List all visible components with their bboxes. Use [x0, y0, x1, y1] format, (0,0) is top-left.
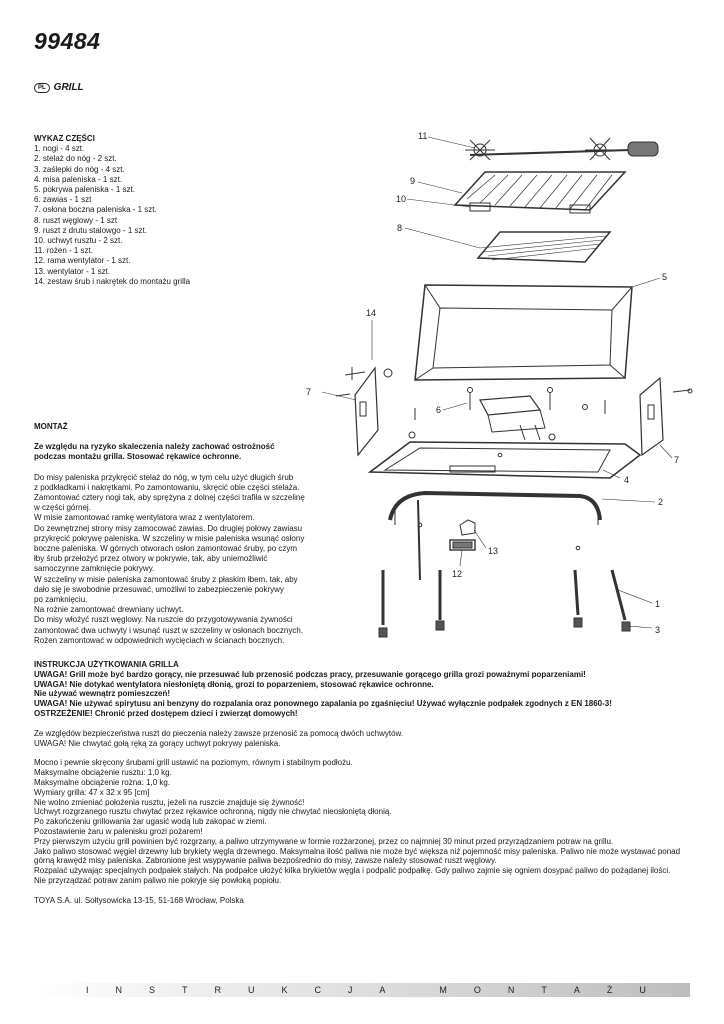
parts-item: 7. osłona boczna paleniska - 1 szt. [34, 205, 157, 215]
usage-spec-line: Nie przyrządzać potraw zanim paliwo nie pokryje się powłoką popiołu. [34, 875, 282, 885]
assembly-title: MONTAŻ [34, 422, 68, 431]
company-address: TOYA S.A. ul. Sołtysowicka 13-15, 51-168 Wrocław, Polska [34, 895, 244, 905]
parts-list [34, 134, 234, 287]
diagram-label: 13 [488, 546, 499, 556]
diagram-label: 6 [436, 405, 442, 415]
leg-frame [390, 493, 600, 580]
usage-spec-line: Nie wolno zmieniać położenia rusztu, jeżeli na ruszcie znajduje się żywność! [34, 797, 305, 807]
ventilator [460, 520, 475, 535]
footer-letter: C [314, 985, 321, 995]
usage-spec-line: górną krawędź misy paleniska. Zabronione jest wsypywanie paliwa bezpośrednio do misy, zawsze należy stosować ruszt węglowy. [34, 856, 497, 866]
diagram-label: 9 [410, 176, 416, 186]
footer-letter: T [541, 985, 547, 995]
parts-item: 6. zawias - 1 szt [34, 195, 92, 205]
parts-item: 12. rama wentylator - 1 szt. [34, 256, 131, 266]
assembly-warning [34, 442, 324, 462]
usage-warning-line: UWAGA! Nie używać spirytusu ani benzyny do rozpalania oraz ponownego zapalania po zgaśnięciu! Używać wyłącznie podpałek zgodnych z EN 1860-3! [34, 699, 612, 709]
parts-item: 13. wentylator - 1 szt. [34, 266, 111, 276]
footer-letter: A [379, 985, 386, 995]
usage-handling-line: Ze względów bezpieczeństwa ruszt do pieczenia należy zawsze przenosić za pomocą dwóch uchwytów. [34, 728, 404, 738]
assembly-line: Na rożnie zamontować drewniany uchwyt. [34, 605, 184, 615]
assembly-line: Do zewnętrznej strony misy zamocować zawias. Do drugiej połowy zawiasu [34, 523, 303, 533]
diagram-label: 10 [396, 194, 407, 204]
diagram-label: 11 [418, 131, 428, 141]
parts-item: 3. zaślepki do nóg - 4 szt. [34, 164, 125, 174]
fire-bowl [365, 440, 724, 478]
footer-letter: K [281, 985, 288, 995]
usage-warning-line: Nie używać wewnątrz pomieszczeń! [34, 689, 171, 699]
diagram-label: 14 [366, 308, 377, 318]
usage-spec-line: Rozpalać używając specjalnych podpałek stałych. Na podpałce ułożyć kilka brykietów węgla i podpalić podpałkę. Gdy paliwo zajmie się ogniem dosypać paliwo do pożądanej ilości. [34, 866, 671, 876]
assembly-line: W szczeliny w misie paleniska zamontować śruby z płaskim łbem, tak, aby [34, 574, 298, 584]
assembly-line: Do misy włożyć ruszt węglowy. Na ruszcie do przygotowywania żywności [34, 615, 293, 625]
assembly-warning-line: podczas montażu grilla. Stosować rękawice ochronne. [34, 452, 242, 462]
usage-spec-line: Jako paliwo stosować węgiel drzewny lub brykiety węgla drzewnego. Maksymalna ilość paliwa nie może być większa niż pojemność misy paleniska. Paliwo nie może wystawać ponad [34, 846, 681, 856]
diagram-label: 1 [655, 599, 661, 609]
diagram-label: 8 [397, 223, 403, 233]
assembly-line: z podkładkami i nakrętkami. Po zamontowaniu, skręcić obie części stelaża. [34, 482, 300, 492]
footer-letter: J [347, 985, 353, 995]
assembly-warning-line: Ze względu na ryzyko skaleczenia należy zachować ostrożność [34, 442, 275, 452]
usage-spec-line: Uchwyt rozgrzanego rusztu chwytać przez rękawice ochronną, nigdy nie chwytać nieosłoniętą dłonią. [34, 807, 392, 817]
assembly-line: Do misy paleniska przykręcić stelaż do nóg, w tym celu użyć długich śrub [34, 472, 294, 482]
rotisserie-spit [465, 138, 658, 160]
usage-spec-line: Po zakończeniu grillowania żar ugasić wodą lub zakopać w ziemi. [34, 817, 267, 827]
usage-title: INSTRUKCJA UŻYTKOWANIA GRILLA [34, 660, 179, 669]
usage-specs [34, 758, 704, 885]
cooking-grate [455, 172, 625, 213]
vent-frame [450, 540, 475, 550]
footer-letter: U [247, 985, 255, 995]
side-shield-left [336, 368, 378, 455]
parts-item: 9. ruszt z drutu stalowgo - 1 szt. [34, 225, 147, 235]
charcoal-grate [478, 232, 610, 262]
usage-spec-line: Wymiary grilla: 47 x 32 x 95 [cm] [34, 787, 150, 797]
footer-letter: U [639, 985, 646, 995]
parts-item: 2. stelaż do nóg - 2 szt. [34, 154, 117, 164]
parts-items [34, 144, 234, 287]
usage-warning-line: UWAGA! Nie dotykać wentylatora niesłoniętą dłonią, grozi to poparzeniem, stosować rękawice ochronne. [34, 679, 434, 689]
footer-text [86, 983, 646, 997]
usage-spec-line: Pozostawienie żaru w palenisku grozi pożarem! [34, 826, 203, 836]
usage-warning-line: OSTRZEŻENIE! Chronić przed dostępem dzieci i zwierząt domowych! [34, 708, 298, 718]
side-shield-right [640, 378, 692, 455]
footer-letter: M [439, 985, 447, 995]
footer-letter: A [573, 985, 580, 995]
assembly-line: boczne paleniska. W górnych otworach osłon zamontować śruby, po czym [34, 544, 298, 554]
usage-handling [34, 729, 704, 749]
usage-warning-line: UWAGA! Grill może być bardzo gorący, nie przesuwać lub przenosić podczas pracy, przesuwanie gorącego grilla grozi poważnymi poparzeniami! [34, 669, 586, 679]
assembly-line: zamontować dwa uchwyty i wsunąć ruszt w szczeliny w osłonach bocznych. [34, 625, 303, 635]
parts-title: WYKAZ CZĘŚCI [34, 134, 95, 143]
parts-item: 4. misa paleniska - 1 szt. [34, 174, 123, 184]
assembly-line: w części górnej. [34, 503, 91, 513]
footer-letter: Ż [606, 985, 613, 995]
diagram-label: 3 [655, 625, 661, 635]
usage-spec-line: Maksymalne obciążenie rożna: 1,0 kg. [34, 777, 171, 787]
language-badge: PL [34, 83, 50, 93]
diagram-label: 12 [452, 569, 463, 579]
usage-handling-line: UWAGA! Nie chwytać gołą ręką za gorący uchwyt pokrywy paleniska. [34, 738, 281, 748]
assembly-line: Zamontować cztery nogi tak, aby sprężyna z dolnej części trafiła w szczelinę [34, 493, 305, 503]
diagram-label: 5 [662, 272, 668, 282]
footer-letter: S [148, 985, 155, 995]
parts-item: 1. nogi - 4 szt. [34, 144, 85, 154]
assembly-line: dało się je swobodnie przesuwać, umożliwi to zabezpieczenie pokrywy [34, 584, 284, 594]
assembly-line: po zamknięciu. [34, 595, 88, 605]
diagram-label: 4 [624, 475, 630, 485]
parts-item: 14. zestaw śrub i nakrętek do montażu grilla [34, 276, 191, 286]
grill-lid [415, 285, 632, 380]
assembly-line: łby śrub przełożyć przez otwory w pokrywie, tak, aby uniemożliwić [34, 554, 268, 564]
assembly-line: przykręcić pokrywę paleniska. W szczeliny w misie paleniska wsunąć osłony [34, 533, 305, 543]
exploded-diagram [306, 125, 700, 645]
leg-caps [379, 618, 630, 637]
usage-spec-line: Maksymalne obciążenie rusztu: 1,0 kg. [34, 768, 172, 778]
usage-spec-line: Przy pierwszym użyciu grill powinien być rozgrzany, a paliwo utrzymywane w formie rozżarzonej, przez co najmniej 30 minut przed przyrządzaniem potraw na grillu. [34, 836, 614, 846]
assembly-line: samoczynne zamknięcie pokrywy. [34, 564, 155, 574]
assembly-body [34, 473, 324, 646]
footer-letter: N [115, 985, 122, 995]
assembly-line: W misie zamontować ramkę wentylatora wraz z wentylatorem. [34, 513, 255, 523]
footer-letter: N [507, 985, 515, 995]
assembly-line: Rożen zamontować w odpowiednich wycięciach w ścianach bocznych. [34, 635, 285, 645]
parts-item: 5. pokrywa paleniska - 1 szt. [34, 185, 135, 195]
diagram-label: 7 [674, 455, 680, 465]
parts-item: 10. uchwyt rusztu - 2 szt. [34, 236, 123, 246]
footer-letter: I [86, 985, 89, 995]
footer-letter: T [181, 985, 188, 995]
usage-spec-line: Mocno i pewnie skręcony śrubami grill ustawić na poziomym, równym i stabilnym podłożu. [34, 758, 353, 768]
parts-item: 8. ruszt węglowy - 1 szt [34, 215, 118, 225]
diagram-label: 7 [306, 387, 312, 397]
footer-letter: O [473, 985, 481, 995]
usage-section [34, 660, 704, 906]
usage-warnings [34, 670, 704, 719]
product-name: GRILL [53, 82, 84, 93]
diagram-label: 2 [658, 497, 664, 507]
screw-set [345, 367, 392, 380]
language-row [34, 82, 84, 93]
footer-letter: R [214, 985, 221, 995]
parts-item: 11. rożen - 1 szt. [34, 246, 93, 256]
model-number: 99484 [34, 28, 101, 54]
assembly-section [34, 422, 324, 646]
